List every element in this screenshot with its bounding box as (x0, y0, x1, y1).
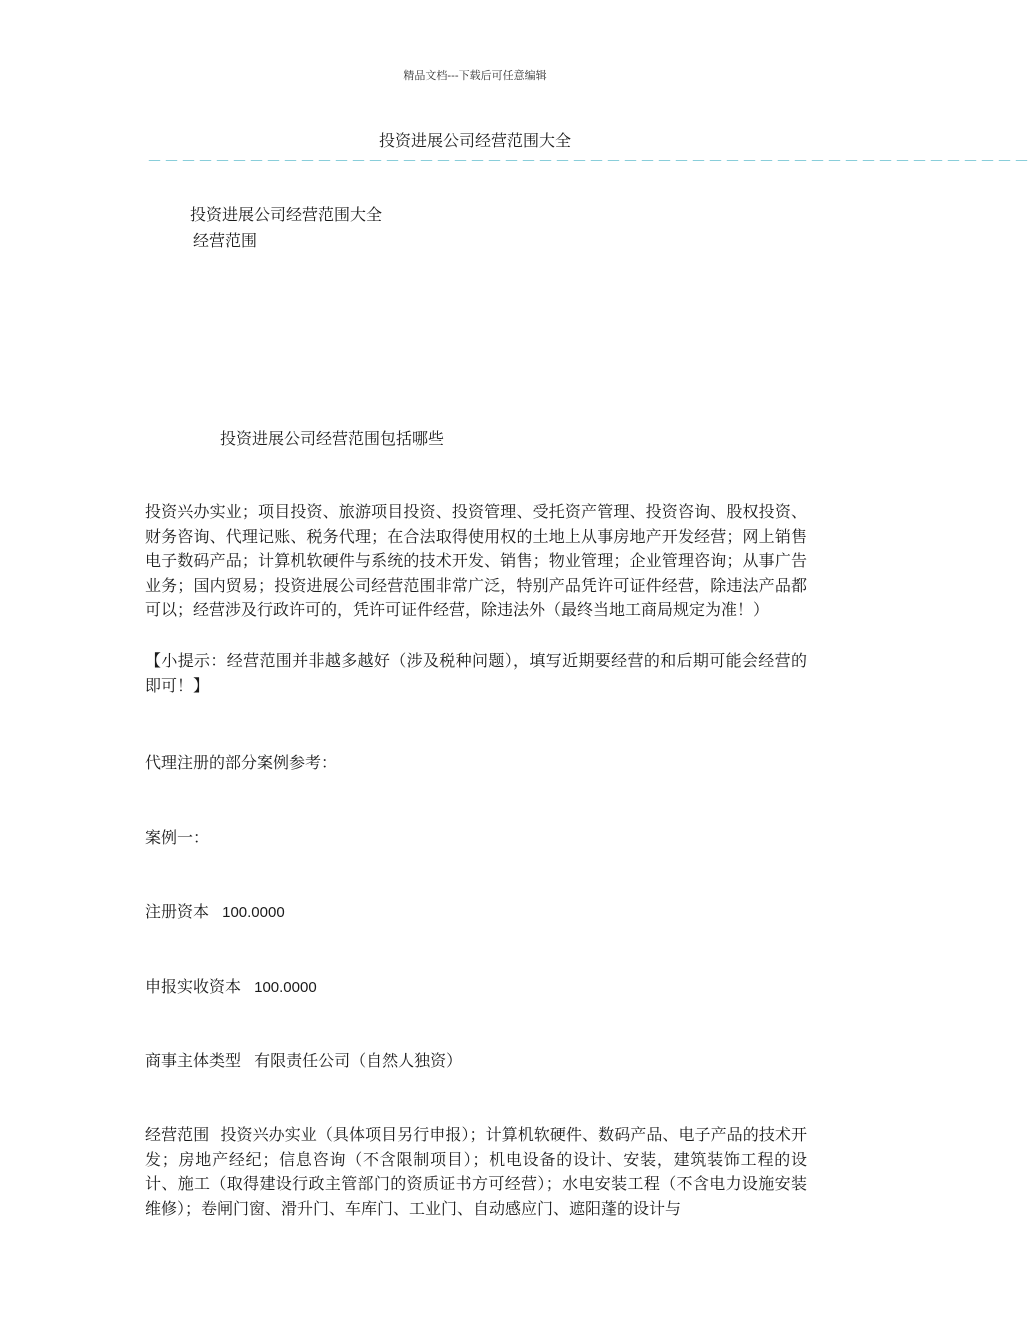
intro-subtitle: 经营范围 (193, 231, 258, 250)
entity-type-label: 商事主体类型 (145, 1051, 242, 1070)
paid-capital-label: 申报实收资本 (145, 977, 242, 996)
dashed-divider: －－－－－－－－－－－－－－－－－－－－－－－－－－－－－－－－－－－－－－－－－－－－－－－－－－－－ (147, 152, 1031, 170)
paid-capital-value: 100.0000 (254, 979, 317, 996)
entity-type-value: 有限责任公司（自然人独资） (254, 1051, 463, 1070)
registered-capital-label: 注册资本 (145, 902, 210, 921)
main-paragraph: 投资兴办实业；项目投资、旅游项目投资、投资管理、受托资产管理、投资咨询、股权投资、财务咨询、代理记账、税务代理；在合法取得使用权的土地上从事房地产开发经营；网上销售电子数码产品；计算机软硬件与系统的技术开发、销售；物业管理；企业管理咨询；从事广告业务；国内贸易；投资进展公司经营范围非常广泛，特别产品凭许可证件经营，除违法产品都可以；经营涉及行政许可的，凭许可证件经营，除违法外（最终当地工商局规定为准！） (145, 502, 807, 619)
registered-capital-row (145, 899, 285, 922)
case-label: 案例一： (145, 828, 210, 847)
scope-paragraph (145, 1123, 807, 1221)
scope-label: 经营范围 (145, 1125, 210, 1144)
registered-capital-value: 100.0000 (222, 904, 285, 921)
paid-capital-row (145, 974, 317, 997)
intro-title: 投资进展公司经营范围大全 (190, 205, 383, 224)
document-title: 投资进展公司经营范围大全 (378, 131, 571, 150)
tip-paragraph: 【小提示：经营范围并非越多越好（涉及税种问题），填写近期要经营的和后期可能会经营的即可！】 (145, 651, 807, 695)
entity-type-row (145, 1048, 462, 1071)
section-heading: 投资进展公司经营范围包括哪些 (220, 429, 445, 448)
header-note: 精品文档---下载后可任意编辑 (403, 69, 547, 82)
scope-value: 投资兴办实业（具体项目另行申报）；计算机软硬件、数码产品、电子产品的技术开发；房地产经纪；信息咨询（不含限制项目）；机电设备的设计、安装，建筑装饰工程的设计、施工（取得建设行政主管部门的资质证书方可经营）；水电安装工程（不含电力设施安装维修）；卷闸门窗、滑升门、车库门、工业门、自动感应门、遮阳蓬的设计与 (145, 1125, 807, 1218)
reference-heading: 代理注册的部分案例参考： (145, 753, 338, 772)
